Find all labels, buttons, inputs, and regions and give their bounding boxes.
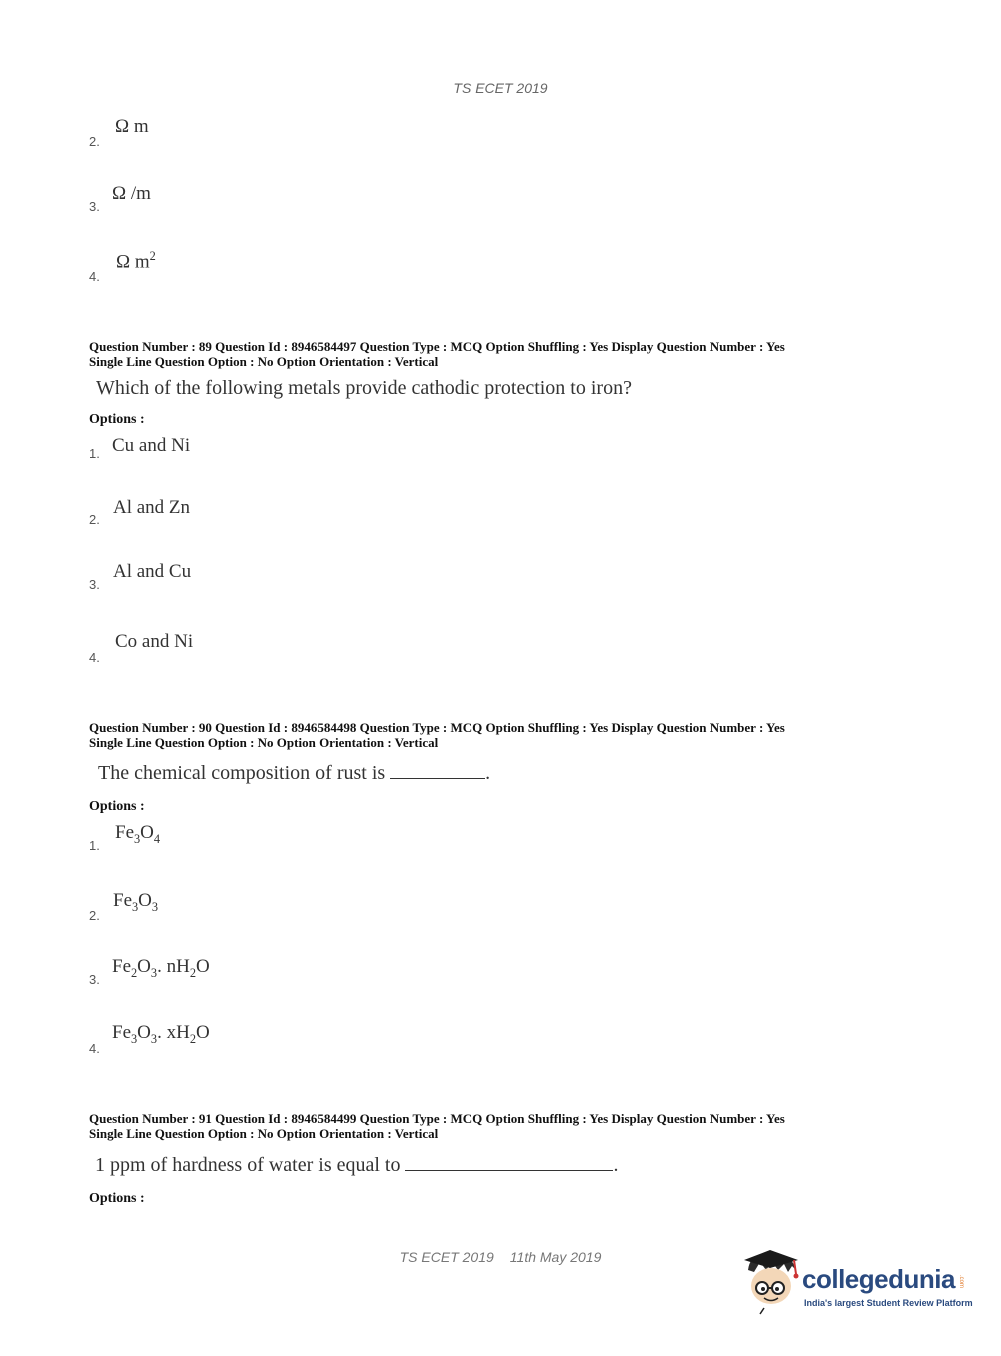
option-text: Cu and Ni [112,435,191,456]
option-number: 4. [89,269,100,284]
option-text: Al and Cu [113,561,192,582]
logo-tld: .com [958,1275,964,1289]
option-number: 2. [89,512,100,527]
option-number: 2. [89,908,100,923]
logo-wordmark: collegedunia [802,1264,955,1294]
option-number: 3. [89,199,100,214]
option-text: Ω $m^2$ [116,249,156,273]
page-footer: TS ECET 2019 11th May 2019 [399,1249,602,1265]
options-label: Options : [89,799,145,814]
question-meta: Question Number : 90 Question Id : 8946584498 Question Type : MCQ Option Shuffling : Yes Display Question Number : Yes Single Line Question Option : No Option Orientation : Vertical [89,720,785,750]
option-text: Co and Ni [115,631,194,652]
answer-blank [405,1152,613,1171]
option-number: 3. [89,972,100,987]
logo-tagline: India's largest Student Review Platform [804,1298,973,1308]
question-text: 1 ppm of hardness of water is equal to . [95,1154,619,1176]
question-text: The chemical composition of rust is . [98,762,491,784]
option-text: $Fe_3O_3$ [113,890,159,914]
answer-blank [390,760,485,779]
option-number: 3. [89,577,100,592]
option-text: Al and Zn [113,497,191,518]
option-number: 1. [89,446,100,461]
question-meta: Question Number : 89 Question Id : 8946584497 Question Type : MCQ Option Shuffling : Yes Display Question Number : Yes Single Line Question Option : No Option Orientation : Vertical [89,339,785,369]
option-text: Ω m [115,116,149,137]
option-text: $Fe_3O_4$ [115,822,161,846]
option-number: 2. [89,134,100,149]
option-text: Ω /m [112,183,151,204]
question-meta: Question Number : 91 Question Id : 8946584499 Question Type : MCQ Option Shuffling : Yes Display Question Number : Yes Single Line Question Option : No Option Orientation : Vertical [89,1111,785,1141]
option-text: $Fe_2O_3$. $nH_2O$ [112,956,210,980]
collegedunia-mascot-icon [740,1248,802,1316]
option-number: 4. [89,650,100,665]
options-label: Options : [89,412,145,427]
option-text: $Fe_3O_3$. $xH_2O$ [112,1022,210,1046]
page-header: TS ECET 2019 [453,80,548,96]
question-text: Which of the following metals provide cathodic protection to iron? [96,377,632,399]
options-label: Options : [89,1191,145,1206]
option-number: 1. [89,838,100,853]
option-number: 4. [89,1041,100,1056]
